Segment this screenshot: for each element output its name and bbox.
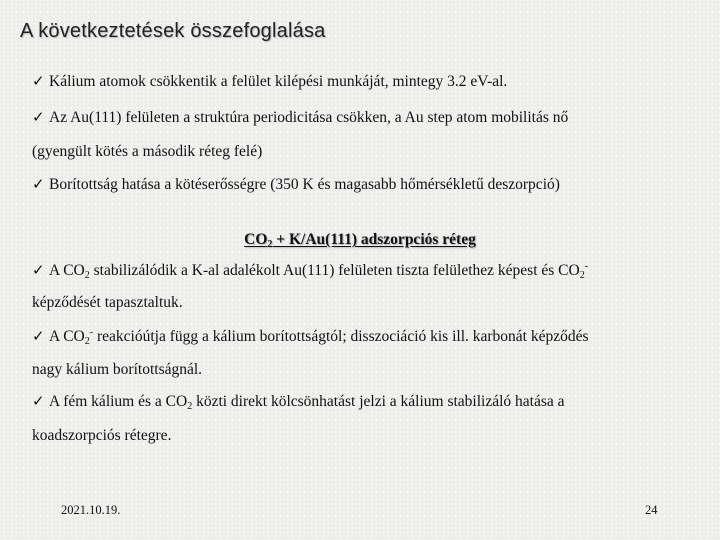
checkmark-icon: ✓: [32, 177, 45, 193]
bullet-co2-stabilization: ✓ A $CO_2$ stabilizálódik a K-al adalékolt Au(111) felületen tiszta felülethez képest és $CO_2^-$: [32, 261, 589, 281]
section-heading: $CO_2 + K/Au(111)$ adszorpciós réteg: [244, 231, 476, 250]
bullet-continuation: képződését tapasztaltuk.: [32, 294, 183, 311]
bullet-text: Kálium atomok csökkentik a felület kilépési munkáját, mintegy 3.2 eV-al.: [49, 73, 508, 90]
bullet-co2-reaction-path: ✓ A $CO_2^-$ reakcióútja függ a kálium borítottságtól; disszociáció kis ill. karbonát képződés: [32, 327, 589, 347]
checkmark-icon: ✓: [32, 74, 45, 90]
bullet-au-periodicity: [32, 109, 568, 127]
bullet-coverage-effect: [32, 176, 560, 194]
bullet-continuation: nagy kálium borítottságnál.: [32, 361, 203, 378]
checkmark-icon: ✓: [32, 394, 45, 410]
slide-title: A következtetések összefoglalása: [20, 20, 326, 42]
checkmark-icon: ✓: [32, 329, 45, 345]
bullet-continuation: (gyengült kötés a második réteg felé): [32, 143, 263, 160]
checkmark-icon: ✓: [32, 110, 45, 126]
page-number: 24: [645, 503, 658, 517]
bullet-potassium-work-function: [32, 73, 507, 91]
bullet-direct-interaction: ✓ A fém kálium és a $CO_2$ közti direkt kölcsönhatást jelzi a kálium stabilizáló hatása a: [32, 393, 565, 412]
bullet-text: Borítottság hatása a kötéserősségre (350 K és magasabb hőmérsékletű deszorpció): [49, 176, 560, 193]
bullet-continuation: koadszorpciós rétegre.: [32, 427, 172, 444]
footer-date: 2021.10.19.: [61, 503, 121, 517]
bullet-text: Az Au(111) felületen a struktúra periodicitása csökken, a Au step atom mobilitás nő: [49, 109, 569, 126]
checkmark-icon: ✓: [32, 263, 45, 279]
